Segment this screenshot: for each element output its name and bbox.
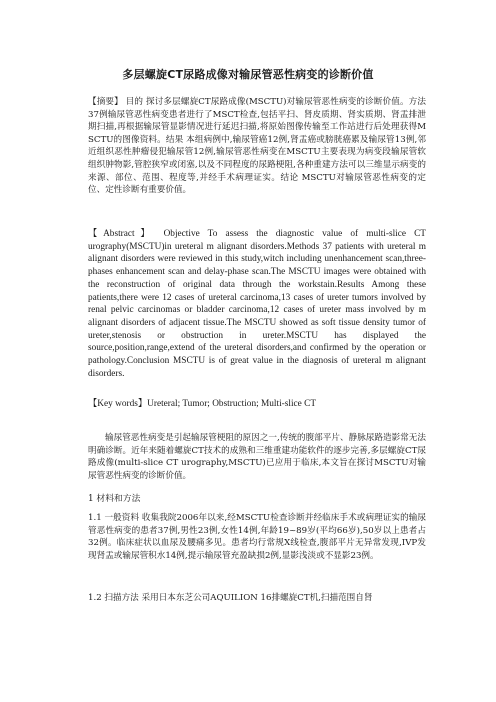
section-1-1-general-data: 1.1 一般资料 收集我院2006年以来,经MSCTU检查诊断并经临床手术或病理证实的输尿管恶性病变的患者37例,男性23例,女性14例,年龄19~89岁(平均66岁),50岁以上患者占32例。临床症状以血尿及腰痛多见。患者均行常规X线检查,腹部平片无异常发现,IVP发现肾盂或输尿管积水14例,提示输尿管充盈缺损2例,显影浅淡或不显影23例。 [88,513,426,561]
intro-paragraph: 输尿管恶性病变是引起输尿管梗阻的原因之一,传统的腹部平片、静脉尿路造影常无法明确诊断。近年来随着螺旋CT技术的成熟和三维重建功能软件的逐步完善,多层螺旋CT尿路成像(multi-slice CT urography,MSCTU)已应用于临床,本文旨在探讨MSCTU对输尿管恶性病变的诊断价值。 [88,433,426,481]
paper-title: 多层螺旋CT尿路成像对输尿管恶性病变的诊断价值 [122,68,374,81]
section-1-2-scan-method: 1.2 扫描方法 采用日本东芝公司AQUILION 16排螺旋CT机,扫描范围自肾 [88,593,373,603]
abstract-english: 【Abstract】 Objective To assess the diagnostic value of multi-slice CT urography(MSCTU)in ureteral m alignant disorders.Methods 37 patients with ureteral m alignant disorders were reviewed in this study,witch including unenhancement scan,three-phases enhancement scan and delay-phase scan.The MSCTU images were obtained with the reconstruction of original data through the workstain.Results Among these patients,there were 12 cases of ureteral carcinoma,13 cases of ureter tumors involved by renal pelvic carcinomas or bladder carcinoma,12 cases of ureter mass involved by m alignant disorders of adjacent tissue.The MSCTU showed as soft tissue density tumor of ureter,stenosis or obstruction in ureter.MSCTU has displayed the source,position,range,extend of the ureteral disorders,and confirmed by the operation or pathology.Conclusion MSCTU is of great value in the diagnosis of ureteral m alignant disorders. [88,229,426,379]
abstract-chinese: 【摘要】 目的 探讨多层螺旋CT尿路成像(MSCTU)对输尿管恶性病变的诊断价值。方法 37例输尿管恶性病变患者进行了MSCT检查,包括平扫、肾皮质期、肾实质期、肾盂排泄期扫描,再根据输尿管显影情况进行延迟扫描,将原始图像传输至工作站进行后处理获得MSCTU的图像资料。结果 本组病例中,输尿管癌12例,肾盂癌或膀胱癌累及输尿管13例,邻近组织恶性肿瘤侵犯输尿管12例,输尿管恶性病变在MSCTU主要表现为病变段输尿管软组织肿物影,管腔狭窄或闭塞,以及不同程度的尿路梗阻,各种重建方法可以三维显示病变的来源、部位、范围、程度等,并经手术病理证实。结论 MSCTU对输尿管恶性病变的定位、定性诊断有重要价值。 [88,97,426,196]
section-heading-materials-methods: 1 材料和方法 [88,494,141,504]
keywords-english: 【Key words】Ureteral; Tumor; Obstruction; Multi-slice CT [88,399,317,409]
